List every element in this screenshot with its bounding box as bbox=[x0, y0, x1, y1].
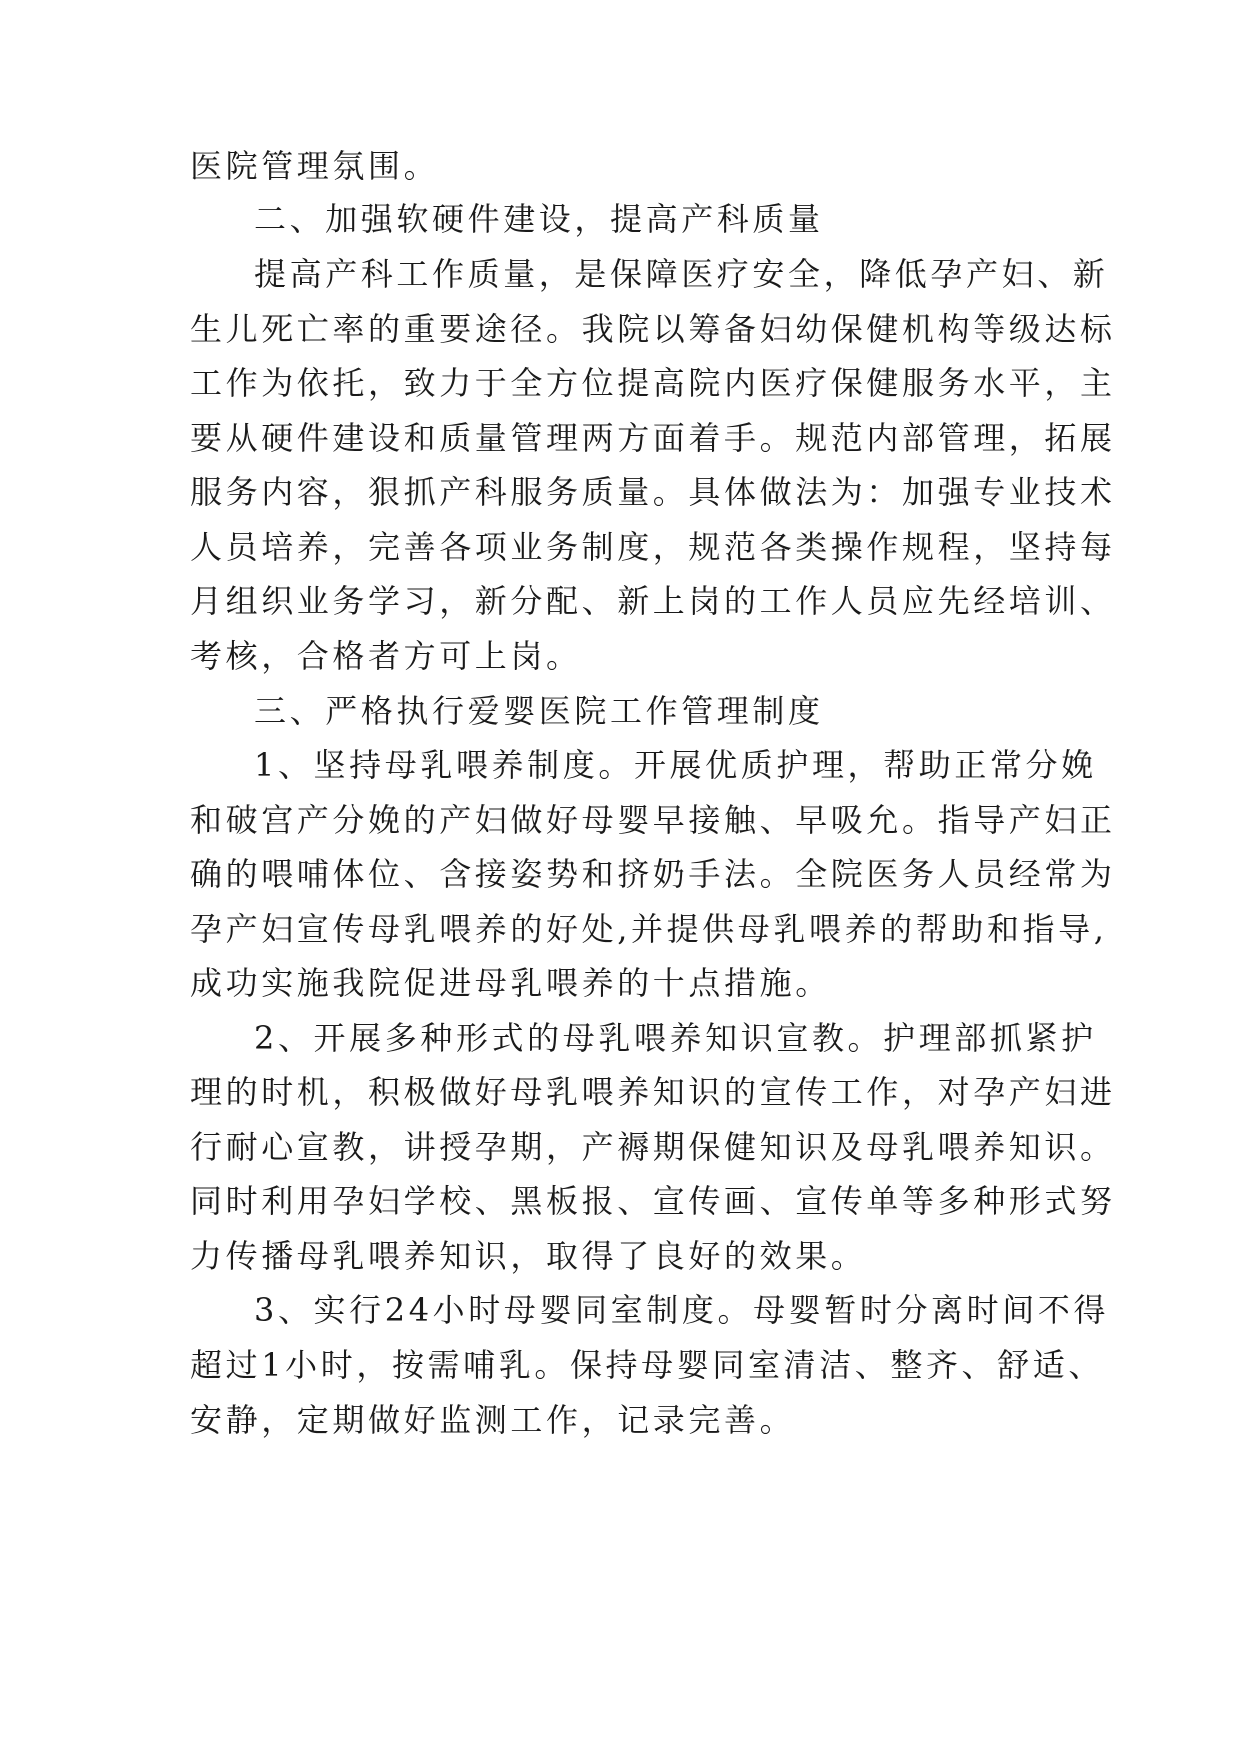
text-line: 生儿死亡率的重要途径。我院以筹备妇幼保健机构等级达标 bbox=[190, 310, 1116, 348]
text-line: 同时利用孕妇学校、黑板报、宣传画、宣传单等多种形式努 bbox=[190, 1182, 1116, 1220]
text-line: 理的时机，积极做好母乳喂养知识的宣传工作，对孕产妇进 bbox=[190, 1073, 1116, 1111]
text-line: 3、实行24小时母婴同室制度。母婴暂时分离时间不得 bbox=[254, 1291, 1110, 1329]
text-line: 和破宫产分娩的产妇做好母婴早接触、早吸允。指导产妇正 bbox=[190, 801, 1116, 839]
text-line: 安静，定期做好监测工作，记录完善。 bbox=[190, 1401, 796, 1439]
text-line: 医院管理氛围。 bbox=[190, 147, 440, 185]
text-line: 1、坚持母乳喂养制度。开展优质护理，帮助正常分娩 bbox=[254, 746, 1097, 784]
text-line: 要从硬件建设和质量管理两方面着手。规范内部管理，拓展 bbox=[190, 419, 1116, 457]
text-line: 提高产科工作质量，是保障医疗安全，降低孕产妇、新 bbox=[254, 255, 1109, 293]
text-line: 力传播母乳喂养知识，取得了良好的效果。 bbox=[190, 1237, 867, 1275]
text-line: 月组织业务学习，新分配、新上岗的工作人员应先经培训、 bbox=[190, 582, 1116, 620]
text-line: 工作为依托，致力于全方位提高院内医疗保健服务水平，主 bbox=[190, 364, 1116, 402]
section-heading: 三、严格执行爱婴医院工作管理制度 bbox=[254, 692, 824, 730]
text-line: 超过1小时，按需哺乳。保持母婴同室清洁、整齐、舒适、 bbox=[190, 1346, 1104, 1384]
text-line: 确的喂哺体位、含接姿势和挤奶手法。全院医务人员经常为 bbox=[190, 855, 1116, 893]
section-heading: 二、加强软硬件建设，提高产科质量 bbox=[254, 200, 824, 238]
text-line: 孕产妇宣传母乳喂养的好处,并提供母乳喂养的帮助和指导, bbox=[190, 910, 1108, 948]
text-line: 服务内容，狠抓产科服务质量。具体做法为：加强专业技术 bbox=[190, 473, 1116, 511]
text-line: 行耐心宣教，讲授孕期，产褥期保健知识及母乳喂养知识。 bbox=[190, 1128, 1116, 1166]
text-line: 人员培养，完善各项业务制度，规范各类操作规程，坚持每 bbox=[190, 528, 1116, 566]
text-line: 2、开展多种形式的母乳喂养知识宣教。护理部抓紧护 bbox=[254, 1019, 1097, 1057]
text-line: 成功实施我院促进母乳喂养的十点措施。 bbox=[190, 964, 831, 1002]
text-line: 考核，合格者方可上岗。 bbox=[190, 637, 582, 675]
